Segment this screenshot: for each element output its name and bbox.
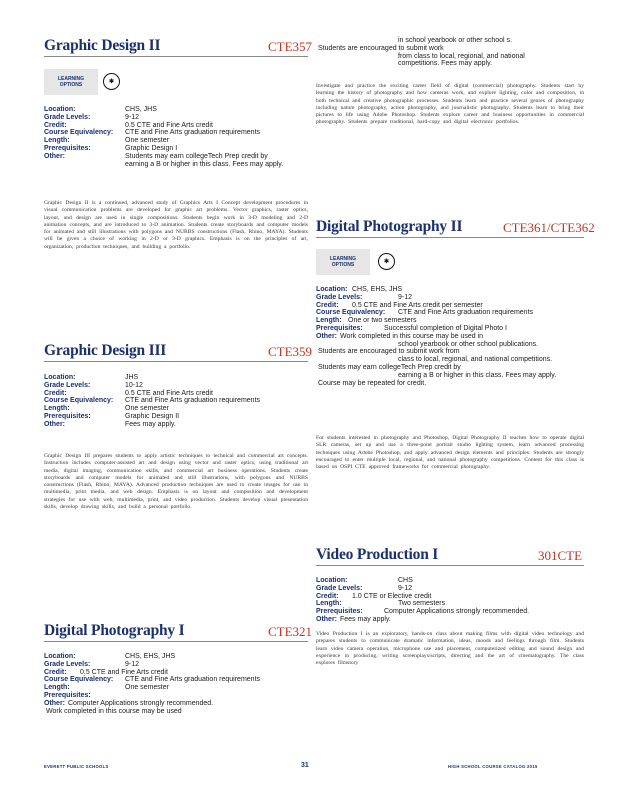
credit-value: 0.5 CTE and Fine Arts credit [80,668,168,676]
other-label: Other: [44,420,65,428]
course-title-graphic-design-2: Graphic Design II [44,37,161,54]
page-number: 31 [301,762,309,769]
prerequisites-label: Prerequisites: [316,324,363,332]
other-value-cont: from class to local, regional, and national [398,52,525,60]
location-label: Location: [44,374,76,381]
prerequisites-value: Graphic Design II [125,412,180,420]
credit-label: Credit: [316,592,339,600]
length-value: Two semesters [398,600,446,608]
learning-options-box [44,69,98,95]
course-info-gd3 [44,374,308,429]
course-info-gd2 [44,106,308,168]
other-label: Other: [316,615,337,623]
title-rule [316,565,584,566]
course-info-dp1-continued [316,37,584,68]
prerequisites-label: Prerequisites: [316,608,363,616]
course-description-dp1: Investigate and practice the exciting career field of digital (commercial) photography. Students start by learning the history of photography and how cameras work, and explore lighting, color and composition, in both technical and creative photographic processes. Students learn and practice several genres of photography including nature photography, action photography, and journalistic photography. Students learn to bring their pictures to life using Adobe Photoshop. Students explore career and business opportunities in commercial photography. Students prepare traditional, hard-copy and digital electronic portfolios. [316,83,584,126]
course-info-dp1 [44,653,308,715]
course-code-cte357: CTE357 [268,39,313,54]
credit-value: 0.5 CTE and Fine Arts credit per semester [352,301,483,309]
credit-value: 1.0 CTE or Elective credit [352,592,432,600]
course-description-dp2: For students interested in photography and Photoshop, Digital Photography II teaches how to operate digital SLR cameras, set up and use a three-point portrait studio lighting system, learn advanced processing techniques using Adobe Photoshop, and apply advanced design elements and principles. Students are strongly encouraged to enter multiple local, regional, and national photography competitions. Content for this class is based on OSPI CTE approved frameworks for commercial photography. [316,435,584,470]
other-value: Computer Applications strongly recommended. [68,699,214,707]
other-value-cont: Work completed in this course may be used [46,707,182,715]
grade-levels-label: Grade Levels: [316,293,363,301]
location-value: CHS, JHS [125,106,157,113]
course-code-cte321: CTE321 [268,624,313,639]
other-label: Other: [316,332,337,340]
course-description-gd3: Graphic Design III prepares students to apply artistic techniques to technical and commercial art concepts. Instruction includes computer-assisted art and design using vector and raster optics, using traditional art media, digital imaging, communication skills, and commercial art business operations. Students create storyboards and computer models for animated and still illustrations, with polygons and NURBS constructions (Flash, Rhino, MAYA). Advanced production techniques are used to create images for use in multimedia, print media, and web design. Emphasis is on layout and composition and development strategies for use with web, multimedia, print, and video production. Students develop visual presentation skills, develop drawing skills, and build a personal portfolio. [44,453,308,510]
equivalency-value: CTE and Fine Arts graduation requirements [398,309,534,317]
equivalency-value: CTE and Fine Arts graduation requirements [125,129,261,137]
other-value-cont: Course may be repeated for credit. [318,379,427,387]
title-rule [44,56,308,57]
prerequisites-value: Successful completion of Digital Photo I [384,324,507,332]
footer-catalog: HIGH SCHOOL COURSE CATALOG 2015 [448,764,538,769]
equivalency-label: Course Equivalency: [44,397,114,405]
equivalency-label: Course Equivalency: [44,129,114,137]
course-code-cte361-cte362: CTE361/CTE362 [503,220,595,235]
course-title-digital-photography-2: Digital Photography II [316,218,463,235]
learning-options-label: LEARNING OPTIONS [57,76,85,88]
prerequisites-value: Computer Applications strongly recommended. [384,608,530,616]
location-value: JHS [125,374,139,381]
credit-value: 0.5 CTE and Fine Arts credit [125,121,213,129]
footer-district: EVERETT PUBLIC SCHOOLS [44,764,109,769]
course-title-graphic-design-3: Graphic Design III [44,342,167,359]
length-label: Length: [316,317,342,325]
grade-levels-label: Grade Levels: [316,584,363,592]
other-value-cont: Students are encouraged to submit work [318,44,444,52]
other-value-cont: competitions. Fees may apply. [398,60,493,68]
grade-levels-label: Grade Levels: [44,660,91,668]
prerequisites-label: Prerequisites: [44,412,91,420]
credit-label: Credit: [44,389,67,397]
length-label: Length: [44,405,70,413]
length-value: One semester [125,684,169,692]
other-value: Fees may apply. [125,420,176,428]
course-title-video-production-1: Video Production I [316,546,439,563]
other-value: Work completed in this course may be used in [340,332,484,340]
equivalency-label: Course Equivalency: [44,676,114,684]
equivalency-value: CTE and Fine Arts graduation requirements [125,397,261,405]
other-label: Other: [44,699,65,707]
prerequisites-value: Graphic Design I [125,144,178,152]
prerequisites-label: Prerequisites: [44,691,91,699]
other-value-cont: Students may earn collegeTech Prep credit by [318,363,461,371]
equivalency-label: Course Equivalency: [316,309,386,317]
tech-prep-icon: ✱ [103,73,120,90]
other-value-cont: Students are encouraged to submit work from [318,348,460,356]
other-value-cont: earning a B or higher in this class. Fees may apply. [398,371,557,379]
length-label: Length: [44,684,70,692]
other-value-cont: class to local, regional, and national competitions. [398,356,553,364]
length-value: One or two semesters [348,317,417,325]
grade-levels-value: 10-12 [125,381,143,389]
other-value: Fees may apply. [340,615,391,623]
grade-levels-value: 9-12 [398,584,413,592]
grade-levels-value: 9-12 [125,660,140,668]
credit-label: Credit: [44,121,67,129]
course-info-vp1 [316,577,584,624]
tech-prep-icon: ✱ [378,253,395,270]
credit-label: Credit: [316,301,339,309]
location-value: CHS, EHS, JHS [125,653,176,660]
location-value: CHS, EHS, JHS [352,286,403,293]
length-value: One semester [125,405,169,413]
title-rule [44,361,308,362]
length-label: Length: [44,137,70,145]
learning-options-label: LEARNING OPTIONS [329,256,357,268]
prerequisites-label: Prerequisites: [44,144,91,152]
grade-levels-label: Grade Levels: [44,381,91,389]
location-label: Location: [316,577,348,584]
course-description-gd2: Graphic Design II is a continued, advanced study of Graphics Arts I Concept development procedures in visual communication problems are developed for graphic art problems. Vector graphics, raster optics, layout, and design are used in single compositions. Students begin work in 3-D modeling and 2-D animation concepts, and are introduced to 3-D animation. Students create storyboards and computer models for animated and still illustrations with polygons and NURBS constructions (Flash, Rhino, MAYA). Students will be given a choice of working in 2-D or 3-D graphics. Emphasis is on the principles of art, organization, production techniques, and building a portfolio. [44,200,308,250]
course-description-vp1: Video Production I is an exploratory, hands-on class about making films with digital video technology and prepares students to communicate dramatic information, ideas, moods and feelings through film. Students learn video camera operation, microphone use and placement, computerized editing and sound design and experience in producing, writing screenplays/scripts, directing and the art of cinematography. The class explores filmstory [316,631,584,666]
location-value: CHS [398,577,413,584]
equivalency-value: CTE and Fine Arts graduation requirements [125,676,261,684]
other-value-cont: in school yearbook or other school s. [398,37,513,44]
other-value: Students may earn collegeTech Prep credit by [125,152,268,160]
course-title-digital-photography-1: Digital Photography I [44,622,185,639]
location-label: Location: [44,653,76,660]
learning-options-box [316,249,370,275]
credit-value: 0.5 CTE and Fine Arts credit [125,389,213,397]
location-label: Location: [316,286,348,293]
length-value: One semester [125,137,169,145]
location-label: Location: [44,106,76,113]
title-rule [316,237,584,238]
other-value-cont: school yearbook or other school publications. [398,340,539,348]
course-info-dp2 [316,286,584,387]
other-label: Other: [44,152,65,160]
credit-label: Credit: [44,668,67,676]
length-label: Length: [316,600,342,608]
title-rule [44,641,308,642]
grade-levels-value: 9-12 [398,293,413,301]
other-value-cont: earning a B or higher in this class. Fees may apply. [125,160,284,168]
grade-levels-label: Grade Levels: [44,113,91,121]
course-code-cte359: CTE359 [268,344,313,359]
course-code-301cte: 301CTE [538,548,583,563]
grade-levels-value: 9-12 [125,113,140,121]
